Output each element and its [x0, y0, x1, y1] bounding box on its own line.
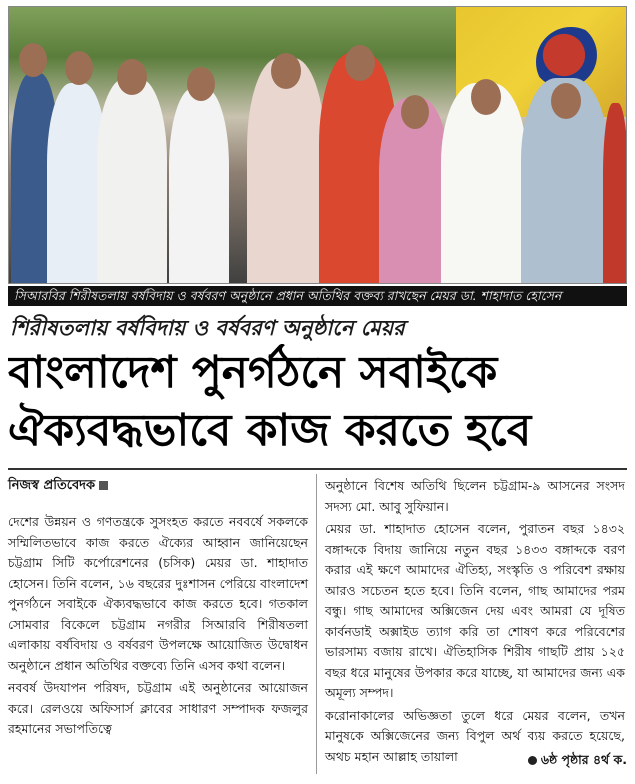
- article-paragraph: করোনাকালের অভিজ্ঞতা তুলে ধরে মেয়র বলেন, তখন মানুষকে অক্সিজেনের জন্য বিপুল অর্থ ব্যয় করতে হয়েছে, অথচ মহান আল্লাহ তায়ালা: [325, 707, 625, 764]
- bullet-icon: [528, 756, 537, 765]
- column-divider: [316, 474, 317, 774]
- article-column-left: [8, 476, 308, 742]
- article-paragraph: নববর্ষ উদযাপন পরিষদ, চট্টগ্রাম এই অনুষ্ঠানের আয়োজন করে। রেলওয়ে অফিসার্স ক্লাবের সাধারণ সম্পাদক ফজলুর রহমানের সভাপতিত্বে: [8, 680, 308, 736]
- continued-text: ৬ষ্ঠ পৃষ্ঠার ৪র্থ ক.: [540, 752, 627, 767]
- person-head: [345, 45, 375, 81]
- headline-line-1: বাংলাদেশ পুনর্গঠনে সবাইকে: [8, 347, 498, 398]
- continued-note: [528, 752, 627, 772]
- person-head: [471, 79, 501, 115]
- byline: [8, 476, 308, 496]
- person-head: [401, 95, 429, 129]
- article-paragraph: মেয়র ডা. শাহাদাত হোসেন বলেন, পুরাতন বছর ১৪৩২ বঙ্গাব্দকে বিদায় জানিয়ে নতুন বছর ১৪৩৩ বঙ্গাব্দকে বরণ করার এই ক্ষণে আমাদের ঐতিহ্য, সংস্কৃতি ও পরিবেশ রক্ষায় আরও সচেতন হতে হবে। তিনি বলেন, গাছ আমাদের পরম বন্ধু। গাছ আমাদের অক্সিজেন দেয় এবং আমরা যে দূষিত কার্বনডাই অক্সাইড ত্যাগ করি তা শোষণ করে পরিবেশের ভারসাম্য বজায় রাখে। ঐতিহাসিক শিরীষ গাছটি প্রায় ১২৫ বছর ধরে মানুষের উপকার করে যাচ্ছে, যা আমাদের জন্য এক অমূল্য সম্পদ।: [325, 521, 625, 700]
- person-head: [19, 43, 47, 77]
- article-paragraph: দেশের উন্নয়ন ও গণতন্ত্রকে সুসংহত করতে নববর্ষে সকলকে সম্মিলিতভাবে কাজ করতে ঐক্যের আহ্বান জানিয়েছেন চট্টগ্রাম সিটি কর্পোরেশনের (চসিক) মেয়র ডা. শাহাদাত হোসেন। তিনি বলেন, ১৬ বছরের দুঃশাসন পেরিয়ে বাংলাদেশ পুনর্গঠনে সবাইকে ঐক্যবদ্ধভাবে কাজ করতে হবে। গতকাল সোমবার বিকেলে চট্টগ্রাম নগরীর সিআরবি শিরীষতলা এলাকায় বর্ষবিদায় ও বর্ষবরণ উপলক্ষে আয়োজিত উদ্বোধন অনুষ্ঠানে প্রধান অতিথির বক্তব্যে তিনি এসব কথা বলেন।: [8, 514, 308, 673]
- main-headline: [8, 344, 627, 460]
- article-column-right: [325, 476, 625, 769]
- article-paragraph: অনুষ্ঠানে বিশেষ অতিথি ছিলেন চট্টগ্রাম-৯ আসনের সংসদ সদস্য মো. আবু সুফিয়ান।: [325, 478, 625, 514]
- byline-square-icon: [99, 481, 108, 490]
- divider: [8, 468, 627, 470]
- kicker-headline: শিরীষতলায় বর্ষবিদায় ও বর্ষবরণ অনুষ্ঠানে মেয়র: [10, 315, 405, 340]
- person-head: [65, 51, 93, 85]
- person-figure: [97, 78, 167, 283]
- person-head: [187, 67, 215, 101]
- photo-caption: সিআরবির শিরীষতলায় বর্ষবিদায় ও বর্ষবরণ অনুষ্ঠানে প্রধান অতিথির বক্তব্য রাখছেন মেয়র ডা. শাহাদাত হোসেন: [8, 286, 627, 306]
- person-head: [551, 83, 581, 119]
- person-head: [117, 59, 147, 95]
- person-figure: [247, 58, 325, 283]
- person-figure: [603, 103, 627, 283]
- headline-line-2: ঐক্যবদ্ধভাবে কাজ করতে হবে: [8, 405, 532, 456]
- byline-text: নিজস্ব প্রতিবেদক: [8, 478, 96, 493]
- news-photo: [8, 6, 627, 284]
- person-figure: [169, 88, 229, 283]
- person-head: [271, 53, 301, 89]
